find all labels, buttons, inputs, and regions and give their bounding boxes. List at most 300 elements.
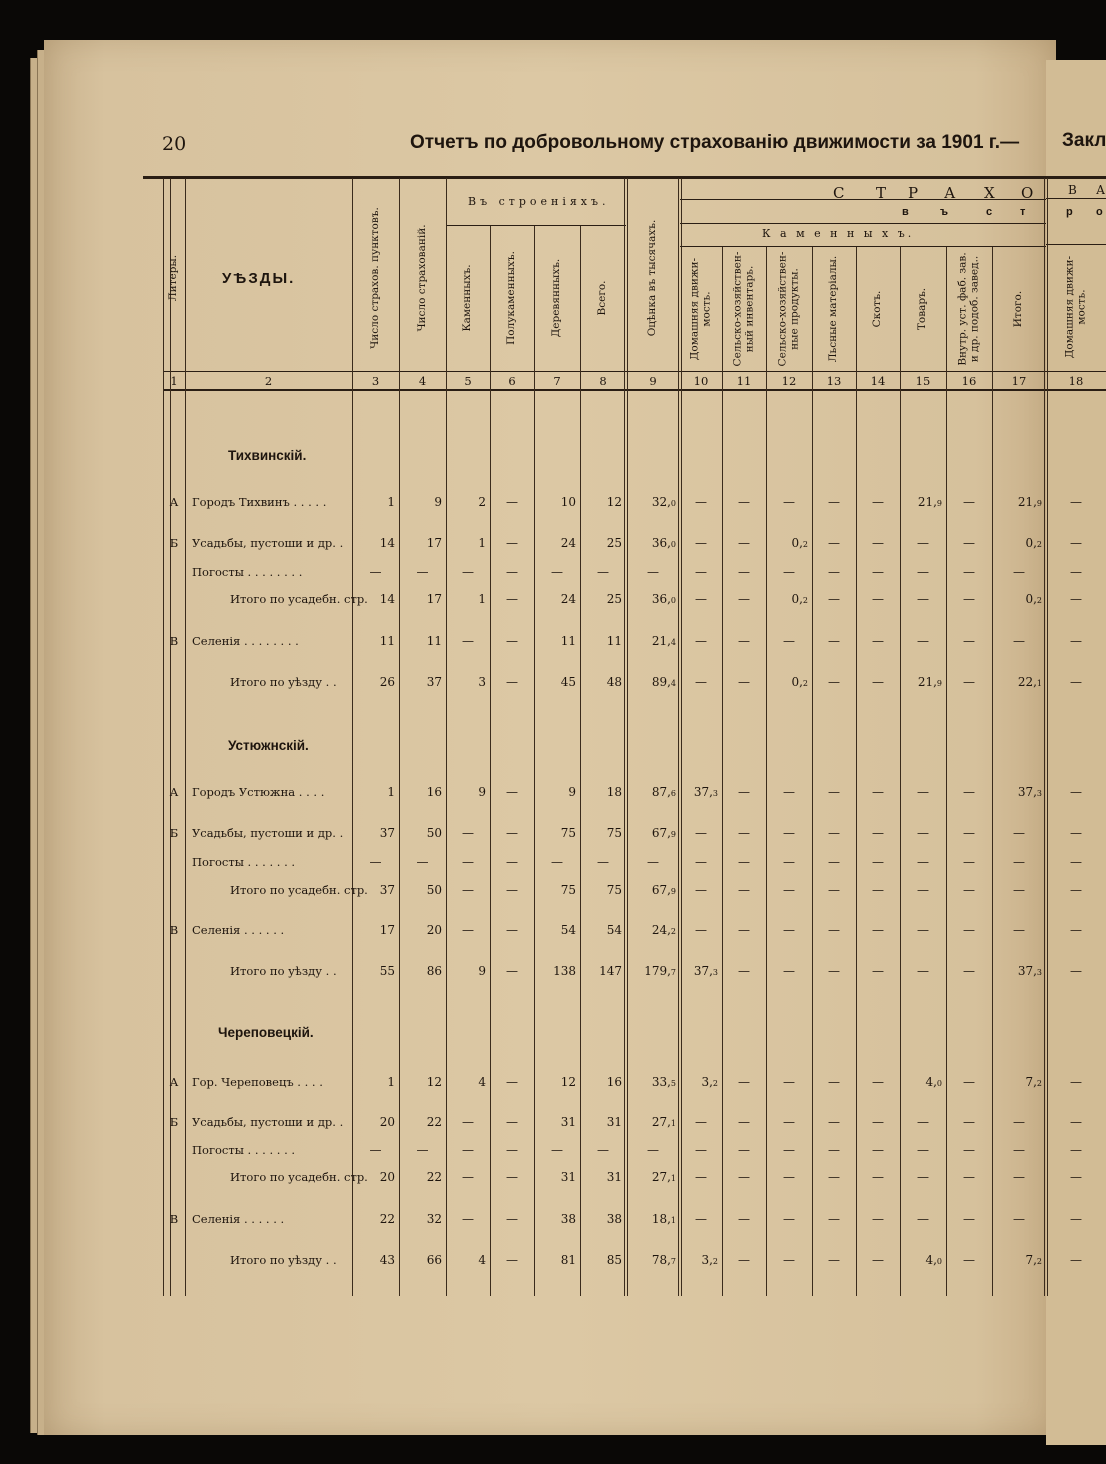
decimal-digit: 2	[1036, 1257, 1042, 1266]
cell-dash: —	[695, 923, 707, 937]
cell-dash: —	[506, 565, 518, 579]
row-label: Усадьбы, пустоши и др. .	[192, 826, 344, 840]
column-header: Домашняя движи- мость.	[1063, 255, 1087, 359]
decimal-digit: 1	[670, 1216, 676, 1225]
cell-value: 31	[560, 1170, 576, 1184]
cell-dash: —	[506, 634, 518, 648]
subheader-rule	[1046, 244, 1106, 245]
cell-dash: —	[1070, 1143, 1082, 1157]
cell-value: 9	[478, 964, 486, 978]
cell-dash: —	[963, 536, 975, 550]
row-letter: В	[169, 923, 179, 937]
cell-dash: —	[738, 1170, 750, 1184]
decimal-digit: 2	[712, 1257, 718, 1266]
column-rule	[900, 247, 901, 1296]
cell-value: 37,3	[1017, 785, 1042, 799]
cell-dash: —	[1013, 923, 1025, 937]
decimal-digit: 7	[670, 968, 676, 977]
decimal-digit: 1	[670, 1119, 676, 1128]
cell-dash: —	[506, 495, 518, 509]
cell-dash: —	[872, 1075, 884, 1089]
cell-dash: —	[1013, 1212, 1025, 1226]
cell-value: 16	[426, 785, 442, 799]
cell-dash: —	[828, 634, 840, 648]
cell-dash: —	[917, 1170, 929, 1184]
cell-dash: —	[783, 565, 795, 579]
column-header: Домашняя движи- мость.	[688, 257, 712, 360]
header-next-letter: р	[1066, 206, 1073, 218]
cell-value: 33,5	[651, 1075, 676, 1089]
cell-dash: —	[872, 634, 884, 648]
column-rule	[163, 178, 164, 1296]
cell-value: 14	[379, 592, 395, 606]
cell-value: 9	[478, 785, 486, 799]
cell-dash: —	[695, 826, 707, 840]
cell-dash: —	[1070, 1253, 1082, 1267]
cell-dash: —	[783, 883, 795, 897]
decimal-digit: 2	[670, 927, 676, 936]
cell-dash: —	[695, 565, 707, 579]
column-number: 1	[170, 374, 178, 388]
header-vst-letter: т	[1020, 206, 1026, 218]
cell-dash: —	[872, 1115, 884, 1129]
decimal-digit: 2	[712, 1079, 718, 1088]
column-rule	[185, 178, 186, 1296]
cell-value: 12	[426, 1075, 442, 1089]
cell-dash: —	[597, 855, 609, 869]
cell-dash: —	[647, 565, 659, 579]
cell-value: 85	[606, 1253, 622, 1267]
cell-dash: —	[828, 565, 840, 579]
decimal-digit: 5	[670, 1079, 676, 1088]
cell-dash: —	[1070, 964, 1082, 978]
cell-dash: —	[738, 923, 750, 937]
column-header: Деревянныхъ.	[550, 258, 563, 338]
cell-dash: —	[695, 1143, 707, 1157]
cell-dash: —	[828, 675, 840, 689]
decimal-digit: 2	[1036, 1079, 1042, 1088]
cell-dash: —	[963, 565, 975, 579]
cell-dash: —	[1070, 495, 1082, 509]
cell-dash: —	[1070, 565, 1082, 579]
decimal-digit: 0	[936, 1079, 942, 1088]
row-label: Итого по уѣзду . .	[230, 675, 337, 689]
cell-dash: —	[963, 1212, 975, 1226]
cell-value: 27,1	[651, 1170, 676, 1184]
cell-value: 11	[426, 634, 442, 648]
cell-dash: —	[738, 536, 750, 550]
cell-dash: —	[506, 1212, 518, 1226]
cell-dash: —	[828, 1170, 840, 1184]
decimal-digit: 4	[670, 638, 676, 647]
column-number: 16	[961, 374, 977, 388]
cell-dash: —	[1013, 1170, 1025, 1184]
cell-value: 37,3	[1017, 964, 1042, 978]
cell-value: 14	[379, 536, 395, 550]
cell-value: 9	[568, 785, 576, 799]
cell-dash: —	[872, 1253, 884, 1267]
cell-dash: —	[695, 1212, 707, 1226]
cell-dash: —	[828, 495, 840, 509]
header-next-letter: В	[1068, 183, 1077, 197]
column-number: 18	[1068, 374, 1084, 388]
column-rule	[812, 247, 813, 1296]
cell-dash: —	[1070, 1075, 1082, 1089]
cell-dash: —	[738, 826, 750, 840]
cell-dash: —	[872, 565, 884, 579]
column-number: 7	[553, 374, 561, 388]
cell-dash: —	[506, 1075, 518, 1089]
column-number: 12	[781, 374, 797, 388]
cell-dash: —	[597, 1143, 609, 1157]
cell-dash: —	[872, 536, 884, 550]
cell-value: 7,2	[1025, 1253, 1042, 1267]
row-label: Итого по уѣзду . .	[230, 1253, 337, 1267]
cell-value: 43	[379, 1253, 395, 1267]
cell-value: 22	[426, 1170, 442, 1184]
cell-dash: —	[738, 495, 750, 509]
column-number: 14	[870, 374, 886, 388]
column-number: 2	[264, 374, 273, 388]
cell-value: 55	[379, 964, 395, 978]
row-letter: А	[169, 1075, 179, 1089]
cell-value: 0,2	[1025, 536, 1042, 550]
cell-dash: —	[783, 964, 795, 978]
cell-dash: —	[828, 923, 840, 937]
cell-value: 1	[387, 785, 395, 799]
cell-dash: —	[1070, 923, 1082, 937]
district-heading: Череповецкій.	[218, 1025, 314, 1040]
cell-dash: —	[828, 1253, 840, 1267]
cell-dash: —	[695, 634, 707, 648]
cell-value: 147	[599, 964, 622, 978]
decimal-digit: 3	[1036, 968, 1042, 977]
cell-value: 24	[560, 592, 576, 606]
column-rule	[722, 247, 723, 1296]
decimal-digit: 2	[1036, 596, 1042, 605]
page-title: Отчетъ по добровольному страхованію движимости за 1901 г.—	[410, 132, 1020, 153]
cell-dash: —	[828, 883, 840, 897]
cell-dash: —	[872, 923, 884, 937]
cell-dash: —	[738, 883, 750, 897]
cell-dash: —	[872, 675, 884, 689]
row-label: Гор. Череповецъ . . . .	[192, 1075, 323, 1089]
cell-dash: —	[963, 495, 975, 509]
header-next-letter: А	[1096, 183, 1106, 197]
cell-dash: —	[783, 1170, 795, 1184]
cell-value: 22,1	[1017, 675, 1042, 689]
cell-dash: —	[506, 964, 518, 978]
cell-dash: —	[783, 495, 795, 509]
cell-dash: —	[963, 1075, 975, 1089]
cell-dash: —	[551, 855, 563, 869]
cell-dash: —	[1070, 785, 1082, 799]
cell-dash: —	[416, 565, 429, 579]
cell-dash: —	[506, 1115, 518, 1129]
decimal-digit: 2	[802, 596, 808, 605]
column-rule	[992, 247, 993, 1296]
cell-value: 3,2	[701, 1075, 718, 1089]
decimal-digit: 3	[712, 789, 718, 798]
column-number: 5	[464, 374, 472, 388]
column-rule	[946, 247, 947, 1296]
cell-dash: —	[783, 785, 795, 799]
cell-dash: —	[647, 855, 659, 869]
cell-dash: —	[1070, 634, 1082, 648]
row-letter: А	[169, 785, 179, 799]
decimal-digit: 0	[670, 540, 676, 549]
cell-value: 9	[434, 495, 442, 509]
cell-dash: —	[828, 1143, 840, 1157]
cell-dash: —	[462, 855, 474, 869]
cell-dash: —	[506, 592, 518, 606]
cell-value: 38	[606, 1212, 622, 1226]
cell-dash: —	[738, 565, 750, 579]
cell-dash: —	[551, 1143, 563, 1157]
cell-dash: —	[738, 1075, 750, 1089]
cell-dash: —	[963, 1253, 975, 1267]
cell-dash: —	[506, 785, 518, 799]
cell-value: 11	[560, 634, 576, 648]
cell-dash: —	[828, 1075, 840, 1089]
column-rule	[856, 247, 857, 1296]
cell-dash: —	[963, 923, 975, 937]
cell-dash: —	[695, 495, 707, 509]
column-header: Итого.	[1012, 290, 1025, 327]
cell-dash: —	[506, 826, 518, 840]
cell-dash: —	[963, 883, 975, 897]
row-label: Городъ Устюжна . . . .	[192, 785, 325, 799]
row-label: Городъ Тихвинъ . . . . .	[192, 495, 327, 509]
cell-dash: —	[369, 565, 382, 579]
cell-value: 7,2	[1025, 1075, 1042, 1089]
column-header: Число страхов. пунктовъ.	[368, 206, 381, 349]
cell-dash: —	[647, 1143, 659, 1157]
cell-dash: —	[872, 785, 884, 799]
row-letter: В	[169, 634, 179, 648]
cell-dash: —	[783, 1143, 795, 1157]
column-header: Литеры.	[167, 254, 180, 301]
cell-dash: —	[1013, 826, 1025, 840]
decimal-digit: 0	[670, 596, 676, 605]
cell-value: 0,2	[1025, 592, 1042, 606]
cell-dash: —	[783, 1253, 795, 1267]
header-kamennyh: К а м е н н ы х ъ.	[762, 227, 915, 240]
header-vst-letter: в	[902, 206, 909, 218]
row-label: Погосты . . . . . . . .	[192, 565, 303, 579]
header-straho-letter: О	[1021, 184, 1034, 202]
cell-value: 36,0	[651, 536, 676, 550]
cell-dash: —	[506, 1253, 518, 1267]
cell-dash: —	[462, 826, 474, 840]
cell-value: 75	[560, 883, 576, 897]
cell-value: 50	[426, 883, 442, 897]
cell-value: 31	[560, 1115, 576, 1129]
cell-value: 37,3	[693, 785, 718, 799]
decimal-digit: 3	[712, 968, 718, 977]
cell-dash: —	[462, 565, 474, 579]
column-number: 17	[1011, 374, 1027, 388]
cell-dash: —	[1070, 1115, 1082, 1129]
cell-value: 67,9	[651, 826, 676, 840]
cell-value: 36,0	[651, 592, 676, 606]
decimal-digit: 1	[670, 1174, 676, 1183]
column-number: 4	[418, 374, 427, 388]
column-number: 3	[371, 374, 380, 388]
cell-dash: —	[828, 785, 840, 799]
cell-dash: —	[917, 785, 929, 799]
column-header: Сельско-хозяйствен- ный инвентарь.	[731, 251, 755, 366]
column-number: 15	[915, 374, 931, 388]
cell-value: 11	[606, 634, 622, 648]
cell-value: 21,9	[917, 495, 942, 509]
cell-value: 17	[379, 923, 395, 937]
cell-dash: —	[1013, 855, 1025, 869]
cell-dash: —	[963, 592, 975, 606]
cell-value: 24,2	[651, 923, 676, 937]
header-uezdy: УѢЗДЫ.	[222, 270, 296, 287]
row-letter: Б	[169, 826, 179, 840]
cell-value: 1	[478, 536, 486, 550]
cell-dash: —	[695, 1115, 707, 1129]
cell-value: 78,7	[651, 1253, 676, 1267]
cell-value: 20	[426, 923, 442, 937]
cell-value: 1	[478, 592, 486, 606]
cell-value: 37	[426, 675, 442, 689]
header-straho-letter: А	[944, 184, 956, 202]
cell-dash: —	[416, 1143, 429, 1157]
subheader-rule	[446, 225, 626, 226]
cell-value: 4,0	[925, 1253, 942, 1267]
cell-value: 54	[560, 923, 576, 937]
cell-dash: —	[597, 565, 609, 579]
cell-dash: —	[917, 826, 929, 840]
cell-value: 18,1	[651, 1212, 676, 1226]
header-vst-letter: ъ	[940, 206, 949, 218]
cell-value: 89,4	[651, 675, 676, 689]
cell-dash: —	[369, 1143, 382, 1157]
cell-value: 1	[387, 495, 395, 509]
cell-dash: —	[872, 1143, 884, 1157]
cell-value: 12	[560, 1075, 576, 1089]
cell-dash: —	[1013, 1115, 1025, 1129]
cell-dash: —	[828, 536, 840, 550]
cell-value: 3	[478, 675, 486, 689]
cell-dash: —	[1070, 855, 1082, 869]
cell-value: 0,2	[791, 536, 808, 550]
cell-dash: —	[963, 826, 975, 840]
cell-dash: —	[695, 1170, 707, 1184]
header-straho-letter: Х	[984, 184, 995, 202]
cell-dash: —	[462, 883, 474, 897]
cell-dash: —	[462, 634, 474, 648]
cell-dash: —	[872, 495, 884, 509]
column-number-rule	[163, 389, 1106, 391]
cell-dash: —	[738, 1143, 750, 1157]
cell-dash: —	[369, 855, 382, 869]
column-number: 9	[649, 374, 657, 388]
subheader-rule	[1046, 198, 1106, 199]
row-label: Погосты . . . . . . .	[192, 1143, 296, 1157]
cell-dash: —	[917, 634, 929, 648]
cell-dash: —	[462, 923, 474, 937]
cell-dash: —	[695, 675, 707, 689]
cell-dash: —	[828, 1115, 840, 1129]
cell-dash: —	[872, 826, 884, 840]
column-header: Внутр. уст. фаб. зав. и др. подоб. завед..	[956, 251, 980, 366]
cell-value: 12	[606, 495, 622, 509]
cell-value: 75	[606, 883, 622, 897]
cell-dash: —	[462, 1115, 474, 1129]
cell-dash: —	[872, 964, 884, 978]
decimal-digit: 9	[936, 499, 942, 508]
cell-dash: —	[917, 565, 929, 579]
cell-dash: —	[917, 592, 929, 606]
cell-value: 25	[606, 536, 622, 550]
column-number: 13	[826, 374, 842, 388]
decimal-digit: 3	[1036, 789, 1042, 798]
cell-value: 37	[379, 826, 395, 840]
cell-dash: —	[416, 855, 429, 869]
district-heading: Устюжнскій.	[228, 738, 309, 753]
column-header: Каменныхъ.	[461, 264, 474, 332]
cell-value: 25	[606, 592, 622, 606]
row-label: Селенія . . . . . .	[192, 1212, 285, 1226]
cell-dash: —	[695, 592, 707, 606]
row-letter: А	[169, 495, 179, 509]
cell-dash: —	[963, 1115, 975, 1129]
cell-dash: —	[828, 592, 840, 606]
cell-dash: —	[963, 634, 975, 648]
cell-value: 17	[426, 536, 442, 550]
cell-value: 75	[560, 826, 576, 840]
cell-value: 32	[426, 1212, 442, 1226]
cell-dash: —	[738, 1253, 750, 1267]
column-header: Льсные матеріалы.	[827, 255, 840, 362]
cell-value: 17	[426, 592, 442, 606]
cell-dash: —	[695, 883, 707, 897]
cell-dash: —	[917, 1212, 929, 1226]
next-page-title: Закл	[1062, 130, 1106, 151]
decimal-digit: 1	[1036, 679, 1042, 688]
cell-value: 21,4	[651, 634, 676, 648]
cell-dash: —	[1070, 1212, 1082, 1226]
cell-dash: —	[506, 883, 518, 897]
cell-value: 37,3	[693, 964, 718, 978]
cell-dash: —	[462, 1170, 474, 1184]
cell-dash: —	[462, 1143, 474, 1157]
cell-dash: —	[783, 1212, 795, 1226]
row-label: Итого по усадебн. стр.	[230, 883, 368, 897]
column-header: Всего.	[596, 280, 609, 316]
cell-dash: —	[506, 536, 518, 550]
cell-dash: —	[783, 634, 795, 648]
cell-dash: —	[917, 1143, 929, 1157]
header-straho-letter: Р	[908, 184, 919, 202]
cell-value: 38	[560, 1212, 576, 1226]
header-straho-letter: Т	[876, 184, 887, 202]
cell-value: 16	[606, 1075, 622, 1089]
cell-dash: —	[917, 883, 929, 897]
cell-dash: —	[963, 1143, 975, 1157]
cell-dash: —	[917, 1115, 929, 1129]
cell-dash: —	[1070, 592, 1082, 606]
cell-value: 66	[426, 1253, 442, 1267]
cell-dash: —	[1070, 883, 1082, 897]
cell-dash: —	[783, 855, 795, 869]
decimal-digit: 2	[802, 540, 808, 549]
header-straho-letter: С	[833, 184, 845, 202]
